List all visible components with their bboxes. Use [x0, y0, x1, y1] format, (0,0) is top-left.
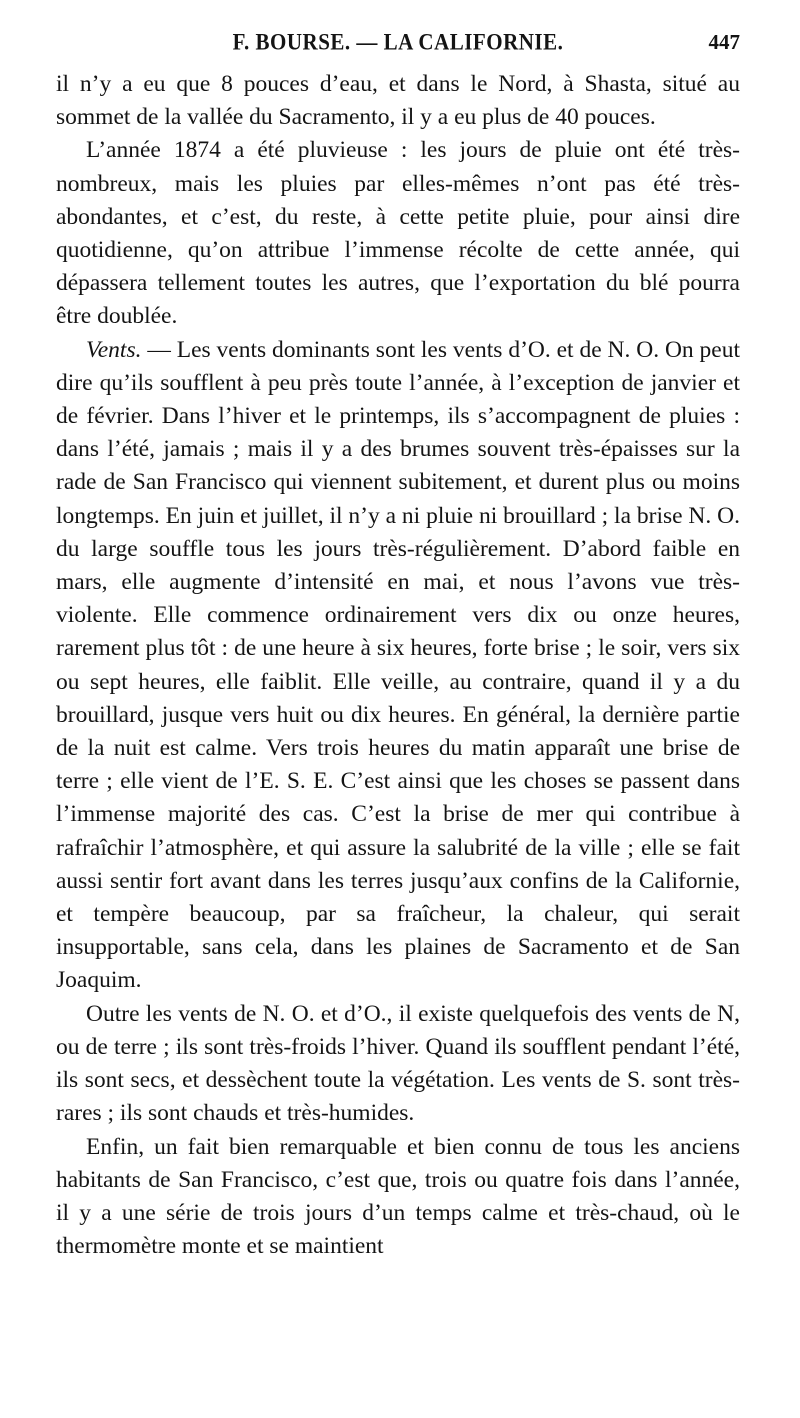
paragraph-year-1874: L’année 1874 a été pluvieuse : les jours de pluie ont été très-nombreux, mais les pluies par elles-mêmes n’ont pas été très-abondantes, et c’est, du reste, à cette petite pluie, pour ainsi dire quotidienne, qu’on attribue l’immense récolte de cette année, qui dépassera tellement toutes les autres, que l’exportation du blé pourra être doublée. — [56, 137, 740, 330]
paragraph-vents-text: — Les vents dominants sont les vents d’O. et de N. O. On peut dire qu’ils soufflent à peu près toute l’année, à l’exception de janvier et de février. Dans l’hiver et le printemps, ils s’accompagnent de pluies : dans l’été, jamais ; mais il y a des brumes souvent très-épaisses sur la rade de San Francisco qui viennent subitement, et durent plus ou moins longtemps. En juin et juillet, il n’y a ni pluie ni brouillard ; la brise N. O. du large souffle tous les jours très-régulièrement. D’abord faible en mars, elle augmente d’intensité en mai, et nous l’avons vue très-violente. Elle commence ordinairement vers dix ou onze heures, rarement plus tôt : de une heure à six heures, forte brise ; le soir, vers six ou sept heures, elle faiblit. Elle veille, au contraire, quand il y a du brouillard, jusque vers huit ou dix heures. En général, la dernière partie de la nuit est calme. Vers trois heures du matin apparaît une brise de terre ; elle vient de l’E. S. E. C’est ainsi que les choses se passent dans l’immense majorité des cas. C’est la brise de mer qui contribue à rafraîchir l’atmosphère, et qui assure la salubrité de la ville ; elle se fait aussi sentir fort avant dans les terres jusqu’aux confins de la Californie, et tempère beaucoup, par sa fraîcheur, la chaleur, qui serait insupportable, sans cela, dans les plaines de Sacramento et de San Joaquim. — [56, 336, 741, 994]
paragraph-hot-days: Enfin, un fait bien remarquable et bien connu de tous les anciens habitants de San Francisco, c’est que, trois ou quatre fois dans l’année, il y a une série de trois jours d’un temps calme et très-chaud, où le thermomètre monte et se maintient — [56, 1133, 740, 1260]
running-title: F. BOURSE. — LA CALIFORNIE. — [232, 29, 564, 55]
page-number: 447 — [708, 30, 740, 54]
section-title-vents: Vents. — [86, 336, 142, 363]
paragraph-continuation: il n’y a eu que 8 pouces d’eau, et dans le Nord, à Shasta, situé au sommet de la vallée du Sacramento, il y a eu plus de 40 pouces. — [56, 71, 740, 131]
body-text — [56, 68, 740, 1263]
paragraph-vents — [56, 334, 740, 998]
page-header — [56, 30, 740, 64]
paragraph-other-winds: Outre les vents de N. O. et d’O., il existe quelquefois des vents de N, ou de terre ; ils sont très-froids l’hiver. Quand ils soufflent pendant l’été, ils sont secs, et dessèchent toute la végétation. Les vents de S. sont très-rares ; ils sont chauds et très-humides. — [56, 1000, 740, 1127]
